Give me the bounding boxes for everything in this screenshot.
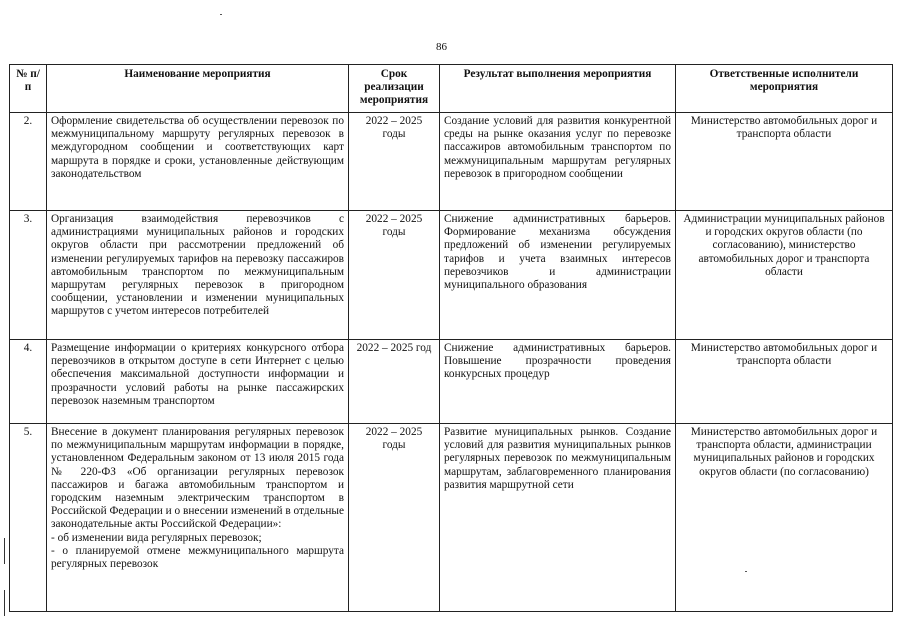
row-number: 5. (10, 424, 47, 612)
measure-name: Внесение в документ планирования регулярных перевозок по межмуниципальным маршрутам информации в порядке, установленном Федеральным законом от 13 июля 2015 года № 220-ФЗ «Об организации регулярных перевозок пассажиров и багажа автомобильным транспортом и городским наземным электрическим транспортом в Российской Федерации и о внесении изменений в отдельные законодательные акты Российской Федерации»: (51, 426, 344, 531)
measure-name: Организация взаимодействия перевозчиков с администрациями муниципальных районов и городских округов области при рассмотрении предложений об изменении регулируемых тарифов на перевозку пассажиров автомобильным транспортом по межмуниципальным маршрутам регулярных перевозок в пригородном сообщении, установлении и изменении муниципальных маршрутов с учетом интересов потребителей (47, 211, 349, 340)
table-row (10, 340, 893, 424)
header-responsible: Ответственные исполнители мероприятия (676, 65, 893, 113)
table-row (10, 424, 893, 612)
table-row (10, 211, 893, 340)
page-number: 86 (436, 41, 447, 53)
header-result: Результат выполнения мероприятия (440, 65, 676, 113)
implementation-term: 2022 – 2025 год (349, 340, 440, 424)
responsible-executors: Министерство автомобильных дорог и транспорта области, администрации муниципальных районов и городских округов области (по согласованию) (676, 424, 893, 612)
table-header-row (10, 65, 893, 113)
header-num: № п/п (10, 65, 47, 113)
implementation-term: 2022 – 2025 годы (349, 211, 440, 340)
scan-speck (745, 571, 747, 572)
row-number: 2. (10, 113, 47, 211)
header-name: Наименование мероприятия (47, 65, 349, 113)
responsible-executors: Администрации муниципальных районов и городских округов области (по согласованию), министерство автомобильных дорог и транспорта области (676, 211, 893, 340)
scan-margin-mark (4, 538, 5, 564)
measures-table (9, 64, 893, 612)
scan-margin-mark (4, 590, 5, 616)
measure-name: Размещение информации о критериях конкурсного отбора перевозчиков в открытом доступе в сети Интернет с целью обеспечения максимальной доступности информации и прозрачности условий работы на рынке пассажирских перевозок наземным транспортом (47, 340, 349, 424)
responsible-executors: Министерство автомобильных дорог и транспорта области (676, 340, 893, 424)
measure-name-cell (47, 424, 349, 612)
table-row (10, 113, 893, 211)
measure-name: Оформление свидетельства об осуществлении перевозок по межмуниципальному маршруту регулярных перевозок в междугородном сообщении и соответствующих карт маршрута в порядке и сроки, установленные действующим законодательством (47, 113, 349, 211)
measure-list-item: - об изменении вида регулярных перевозок; (51, 531, 262, 544)
implementation-term: 2022 – 2025 годы (349, 113, 440, 211)
implementation-term: 2022 – 2025 годы (349, 424, 440, 612)
header-term: Срок реализации мероприятия (349, 65, 440, 113)
measure-result: Развитие муниципальных рынков. Создание условий для развития муниципальных рынков регулярных перевозок по межмуниципальным маршрутам, заблаговременного планирования развития маршрутной сети (440, 424, 676, 612)
row-number: 3. (10, 211, 47, 340)
responsible-executors: Министерство автомобильных дорог и транспорта области (676, 113, 893, 211)
scan-speck (220, 14, 222, 15)
measure-result: Создание условий для развития конкурентной среды на рынке оказания услуг по перевозке пассажиров автомобильным транспортом по межмуниципальным маршрутам регулярных перевозок в пригородном сообщении (440, 113, 676, 211)
measure-result: Снижение административных барьеров. Повышение прозрачности проведения конкурсных процедур (440, 340, 676, 424)
measure-list-item: - о планируемой отмене межмуниципального маршрута регулярных перевозок (51, 544, 344, 571)
measure-result: Снижение административных барьеров. Формирование механизма обсуждения предложений об изменении регулируемых тарифов и учета взаимных интересов перевозчиков и администрации муниципального образования (440, 211, 676, 340)
row-number: 4. (10, 340, 47, 424)
